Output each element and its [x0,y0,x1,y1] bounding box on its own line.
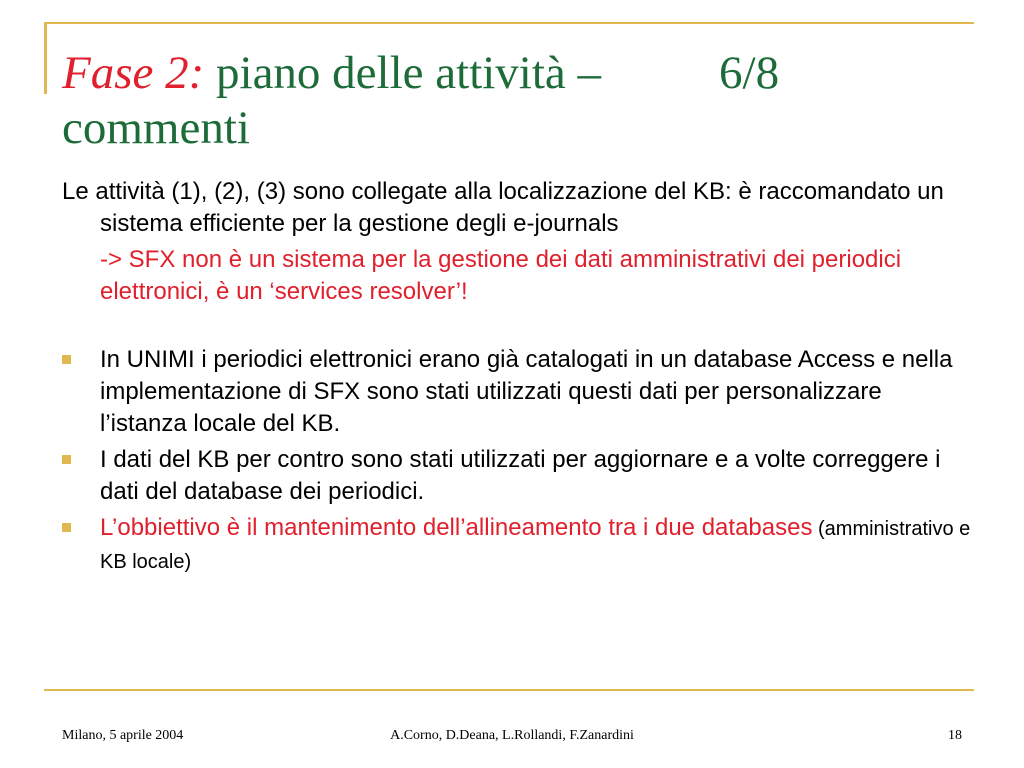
frame-vertical-line [44,22,47,94]
list-item [62,444,972,508]
bullet-text: In UNIMI i periodici elettronici erano già catalogati in un database Access e nella implementazione di SFX sono stati utilizzati questi dati per personalizzare l’istanza locale del KB. [100,346,953,437]
bullet-list [62,344,972,578]
slide-content [62,176,972,582]
footer-divider [44,689,974,691]
title-line2: commenti [62,102,250,154]
frame-top-line [44,22,974,24]
list-item [62,512,972,578]
footer-authors: A.Corno, D.Deana, L.Rollandi, F.Zanardini [390,728,634,743]
square-bullet-icon [62,355,71,364]
square-bullet-icon [62,455,71,464]
list-item [62,344,972,440]
bullet-text-highlight: L’obbiettivo è il mantenimento dell’allineamento tra i due databases [100,514,813,541]
square-bullet-icon [62,523,71,532]
page-number: 18 [948,728,962,743]
title-main: piano delle attività – [216,47,602,99]
intro-subparagraph: -> SFX non è un sistema per la gestione dei dati amministrativi dei periodici elettronici, è un ‘services resolver’! [100,246,902,305]
title-italic: Fase 2: [62,47,205,99]
footer-date: Milano, 5 aprile 2004 [62,728,184,743]
bullet-text: I dati del KB per contro sono stati utilizzati per aggiornare e a volte correggere i dati del database dei periodici. [100,446,941,505]
intro-paragraph: Le attività (1), (2), (3) sono collegate alla localizzazione del KB: è raccomandato un sistema efficiente per la gestione degli e-journals [62,178,944,237]
bullet-text-note: (amministrativo e KB locale) [100,518,971,573]
title-fraction: 6/8 [719,47,780,99]
slide-title [62,46,962,156]
